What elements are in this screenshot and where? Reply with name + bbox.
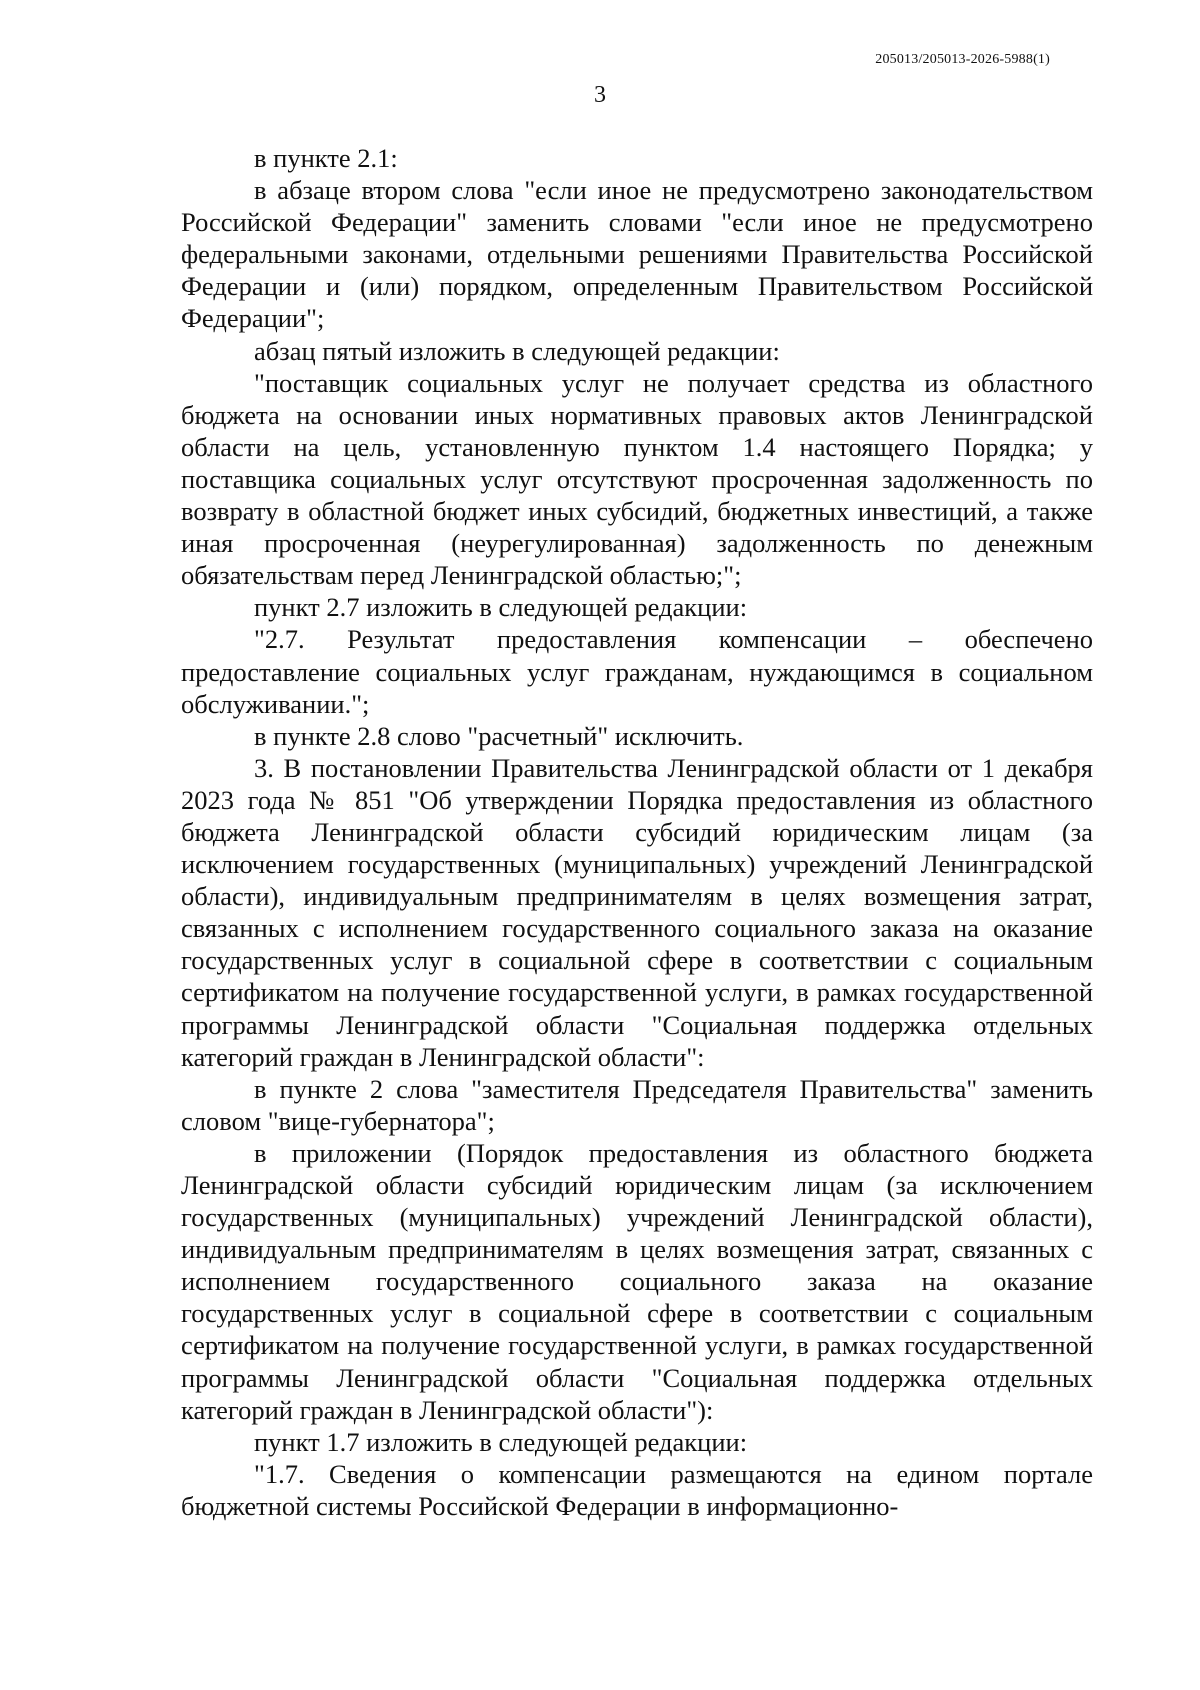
document-id: 205013/205013-2026-5988(1) bbox=[875, 52, 1050, 67]
paragraph-1: в пункте 2.1: bbox=[254, 143, 398, 173]
paragraph-11: пункт 1.7 изложить в следующей редакции: bbox=[254, 1426, 748, 1457]
paragraph-2: в абзаце втором слова "если иное не предусмотрено законодательством Российской Федерации" заменить словами "если иное не предусмотрено федеральными законами, отдельными решениями Правительства Российской Федерации и (или) порядком, определенным Правительством Российской Федерации"; bbox=[181, 175, 1093, 334]
paragraph-7: в пункте 2.8 слово "расчетный" исключить. bbox=[254, 720, 744, 751]
paragraph-5: пункт 2.7 изложить в следующей редакции: bbox=[254, 592, 748, 623]
paragraph-6: "2.7. Результат предоставления компенсации – обеспечено предоставление социальных услуг гражданам, нуждающимся в социальном обслуживании."; bbox=[181, 624, 1093, 719]
paragraph-10: в приложении (Порядок предоставления из областного бюджета Ленинградской области субсидий юридическим лицам (за исключением государственных (муниципальных) учреждений Ленинградской области), индивидуальным предпринимателям в целях возмещения затрат, связанных с исполнением государственного социального заказа на оказание государственных услуг в социальной сфере в соответствии с социальным сертификатом на получение государственной услуги, в рамках государственной программы Ленинградской области "Социальная поддержка отдельных категорий граждан в Ленинградской области"): bbox=[181, 1137, 1093, 1425]
document-body bbox=[181, 142, 1093, 1522]
paragraph-9: в пункте 2 слова "заместителя Председателя Правительства" заменить словом "вице-губернатора"; bbox=[181, 1073, 1093, 1136]
paragraph-12: "1.7. Сведения о компенсации размещаются на едином портале бюджетной системы Российской Федерации в информационно- bbox=[181, 1458, 1093, 1521]
paragraph-4: "поставщик социальных услуг не получает средства из областного бюджета на основании иных нормативных правовых актов Ленинградской области на цель, установленную пунктом 1.4 настоящего Порядка; у поставщика социальных услуг отсутствуют просроченная задолженность по возврату в областной бюджет иных субсидий, бюджетных инвестиций, а также иная просроченная (неурегулированная) задолженность по денежным обязательствам перед Ленинградской областью;"; bbox=[181, 367, 1093, 591]
paragraph-3: абзац пятый изложить в следующей редакции: bbox=[254, 335, 780, 366]
page-number: 3 bbox=[594, 82, 606, 108]
paragraph-8: 3. В постановлении Правительства Ленинградской области от 1 декабря 2023 года № 851 "Об утверждении Порядка предоставления из областного бюджета Ленинградской области субсидий юридическим лицам (за исключением государственных (муниципальных) учреждений Ленинградской области), индивидуальным предпринимателям в целях возмещения затрат, связанных с исполнением государственного социального заказа на оказание государственных услуг в социальной сфере в соответствии с социальным сертификатом на получение государственной услуги, в рамках государственной программы Ленинградской области "Социальная поддержка отдельных категорий граждан в Ленинградской области": bbox=[181, 752, 1093, 1072]
